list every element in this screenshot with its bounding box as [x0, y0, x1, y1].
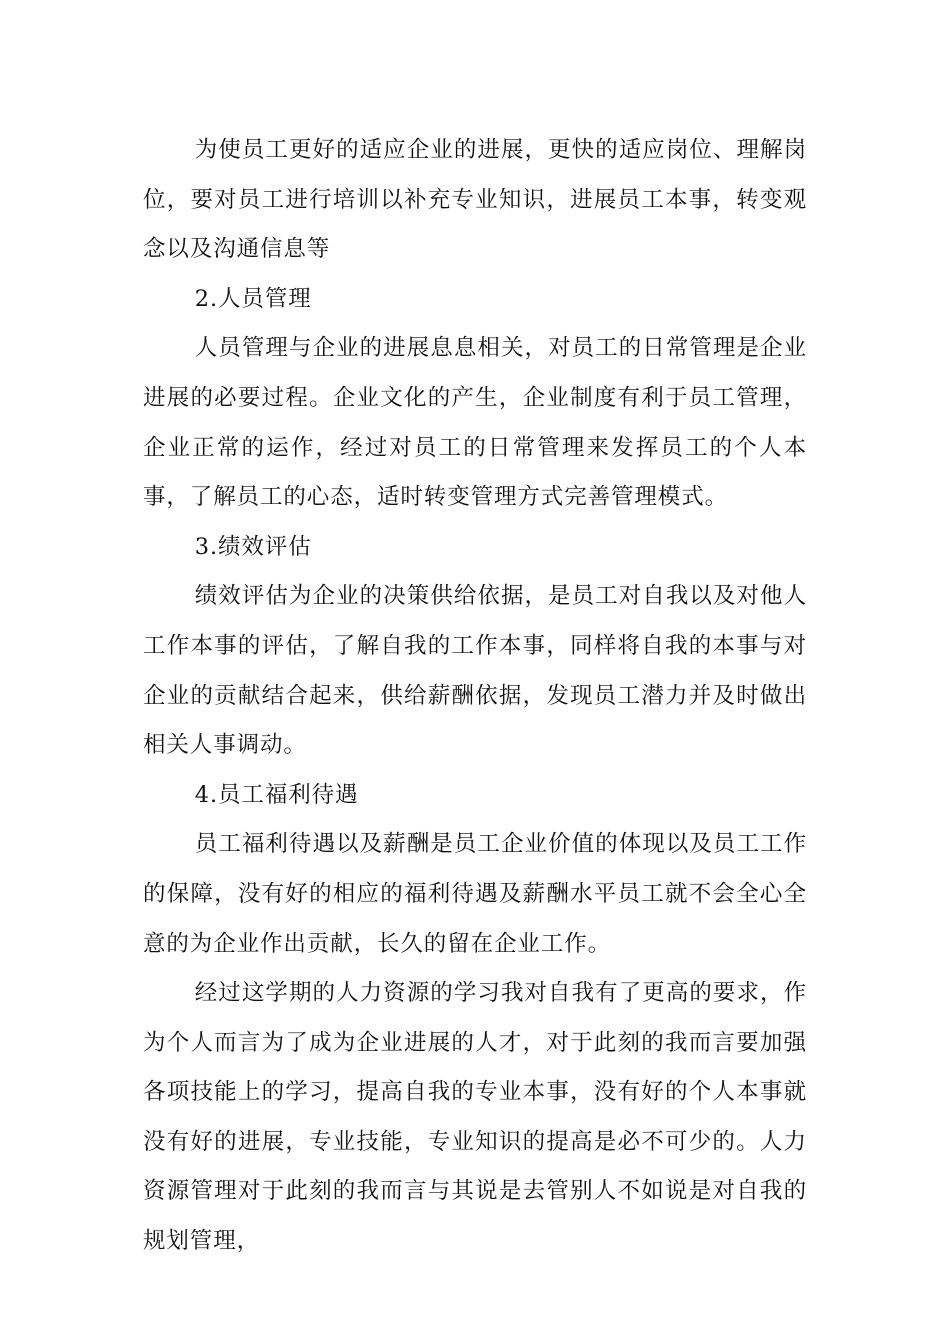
- paragraph-personnel-management: 人员管理与企业的进展息息相关，对员工的日常管理是企业进展的必要过程。企业文化的产生，企业制度有利于员工管理，企业正常的运作，经过对员工的日常管理来发挥员工的个人本事，了解员工的心态，适时转变管理方式完善管理模式。: [143, 335, 807, 511]
- document-body: [143, 126, 807, 1267]
- paragraph-training: 为使员工更好的适应企业的进展，更快的适应岗位、理解岗位，要对员工进行培训以补充专业知识，进展员工本事，转变观念以及沟通信息等: [143, 137, 807, 263]
- paragraph-employee-benefits: 员工福利待遇以及薪酬是员工企业价值的体现以及员工工作的保障，没有好的相应的福利待遇及薪酬水平员工就不会全心全意的为企业作出贡献，长久的留在企业工作。: [143, 831, 807, 957]
- section-heading-personnel-management: 2.人员管理: [194, 285, 312, 312]
- section-heading-performance-evaluation: 3.绩效评估: [194, 533, 312, 560]
- section-heading-employee-benefits: 4.员工福利待遇: [194, 781, 359, 808]
- paragraph-reflection: 经过这学期的人力资源的学习我对自我有了更高的要求，作为个人而言为了成为企业进展的人才，对于此刻的我而言要加强各项技能上的学习，提高自我的专业本事，没有好的个人本事就没有好的进展，专业技能，专业知识的提高是必不可少的。人力资源管理对于此刻的我而言与其说是去管别人不如说是对自我的规划管理，: [143, 980, 807, 1255]
- paragraph-performance-evaluation: 绩效评估为企业的决策供给依据，是员工对自我以及对他人工作本事的评估，了解自我的工作本事，同样将自我的本事与对企业的贡献结合起来，供给薪酬依据，发现员工潜力并及时做出相关人事调动。: [143, 583, 807, 759]
